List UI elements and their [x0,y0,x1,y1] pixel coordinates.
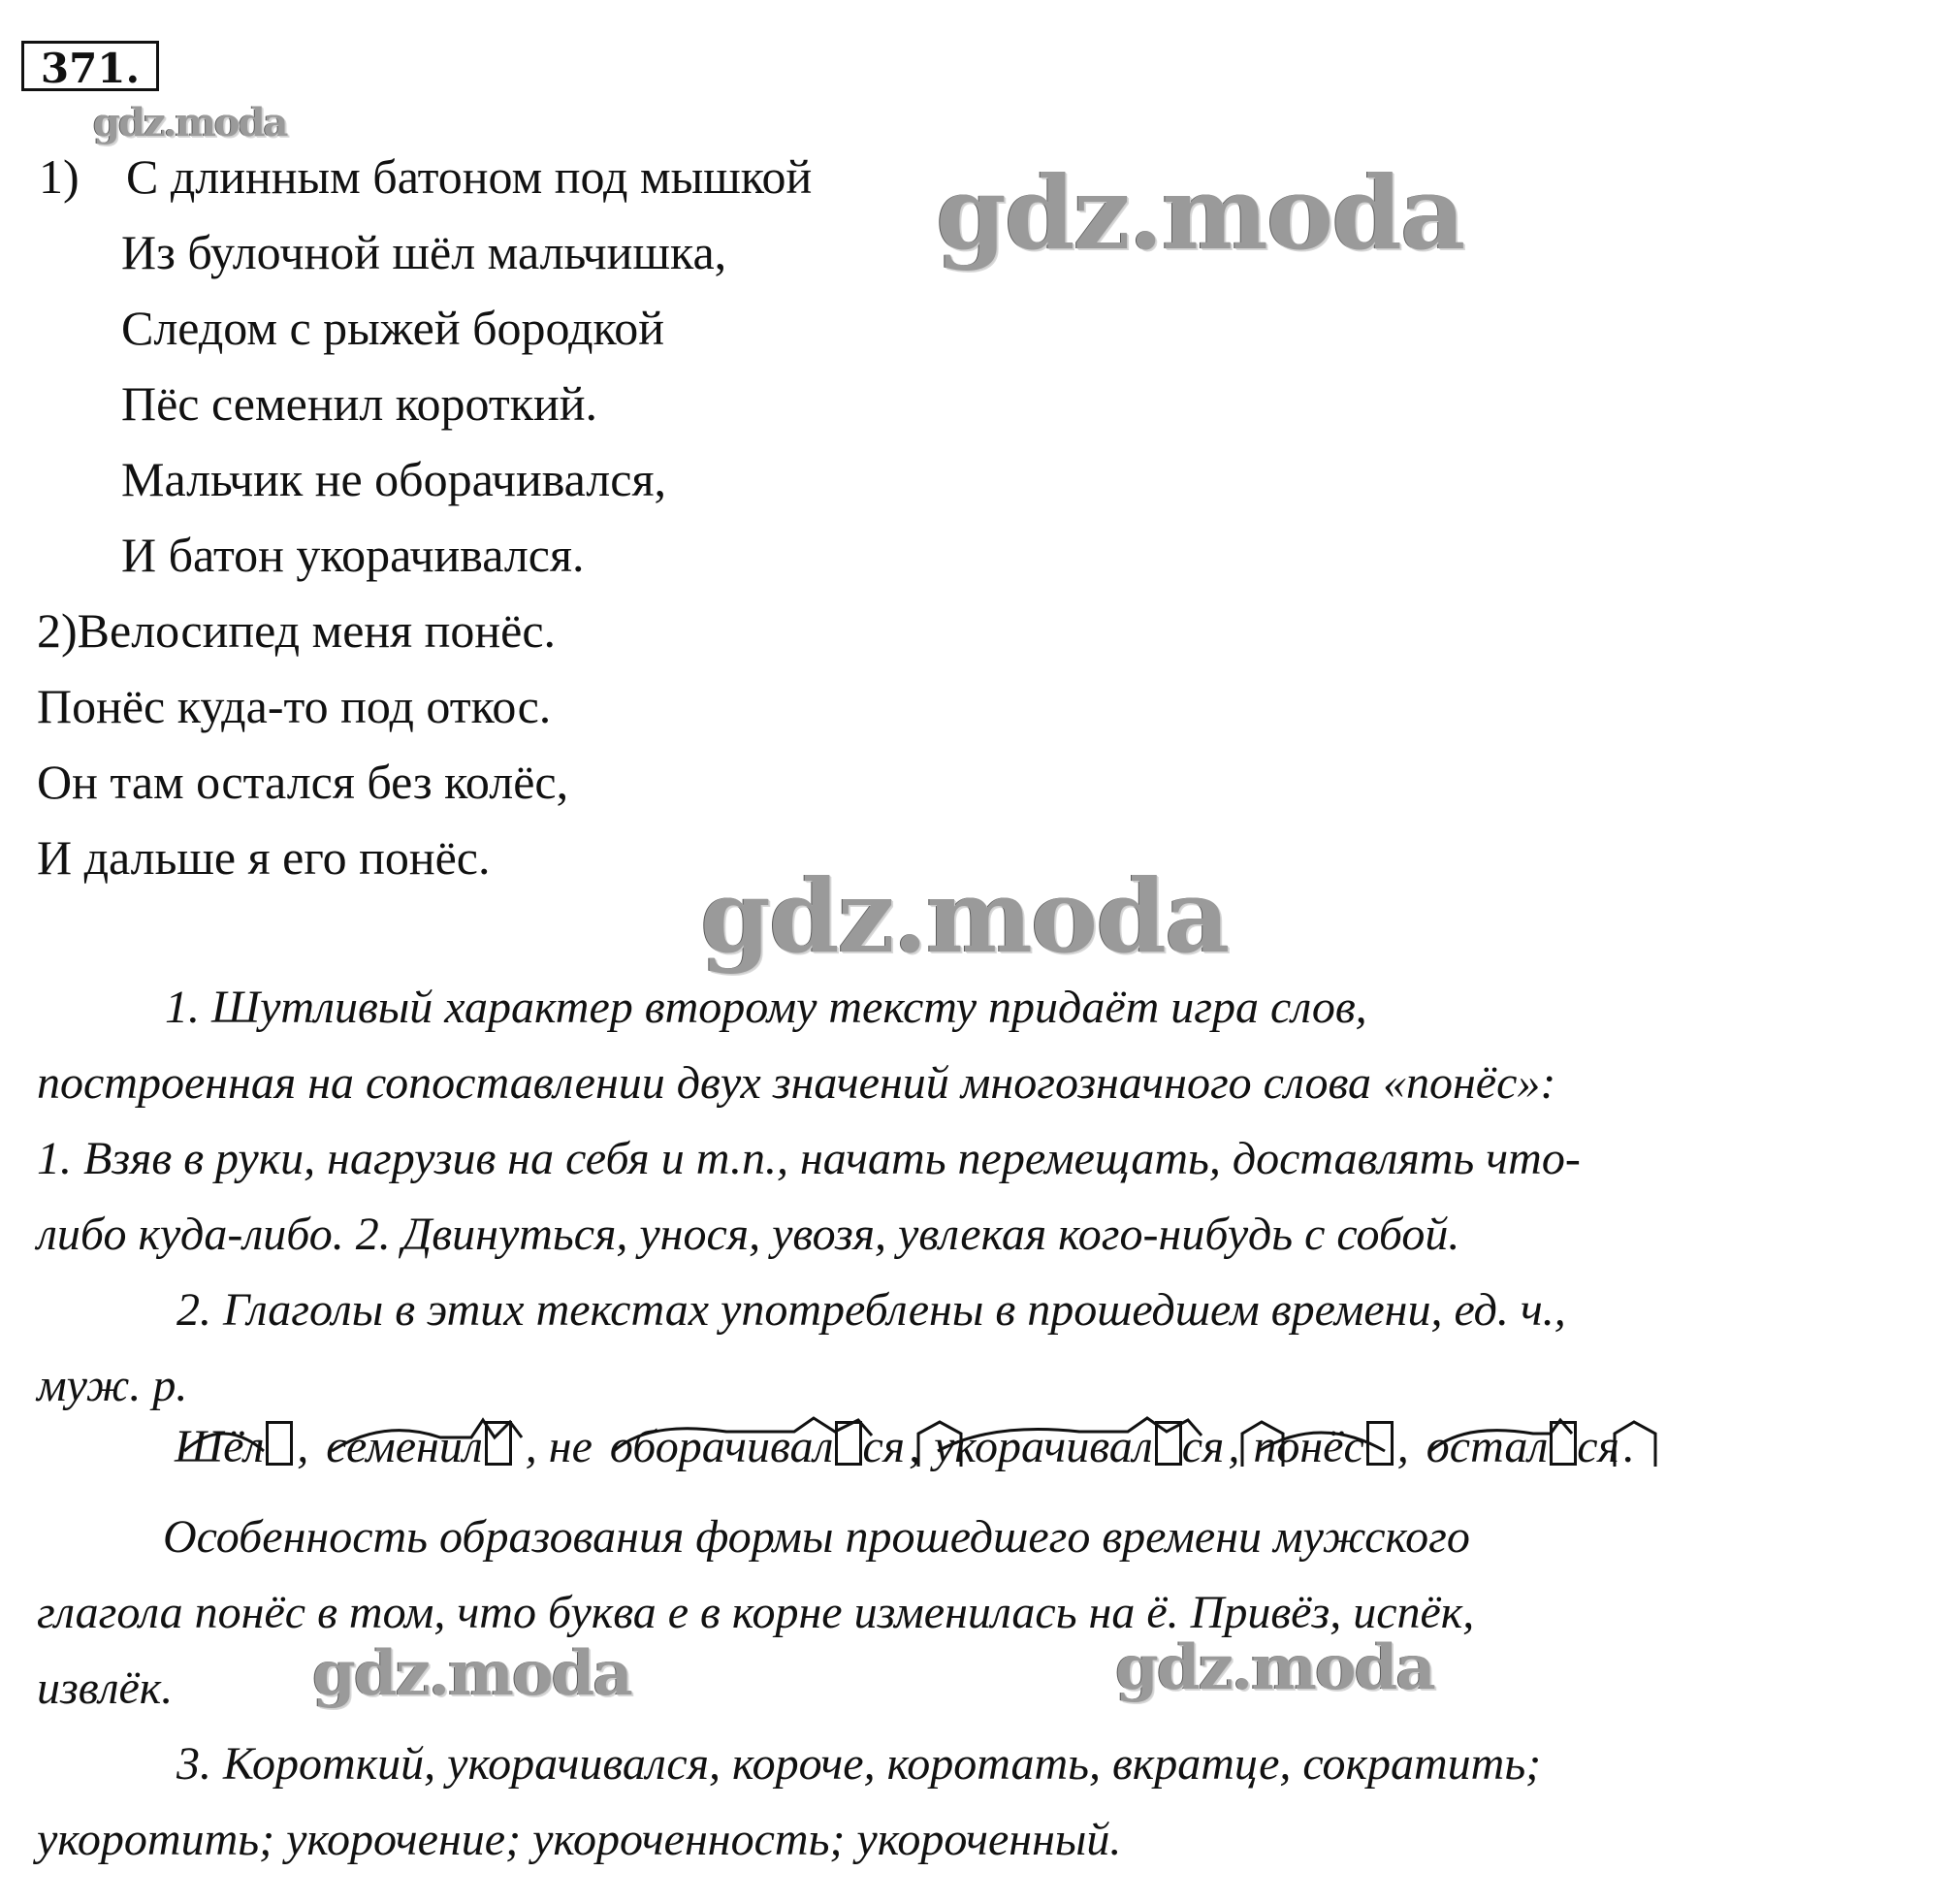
poem1-line: Из булочной шёл мальчишка, [121,225,727,279]
separator: , [1396,1421,1409,1472]
separator: , [909,1421,921,1472]
morph-word-ukorachivalsya: укорачивал ся [934,1408,1224,1486]
root-suffix-marks [326,1408,559,1486]
root-suffix-marks [610,1408,978,1486]
answer2-line: муж. р. [37,1360,188,1411]
exercise-number: 371. [21,41,159,91]
answer1-line: 1. Взяв в руки, нагрузив на себя и т.п., начать перемещать, доставлять что- [37,1133,1581,1184]
watermark-large-middle: gdz.moda [700,856,1229,976]
root-suffix-marks [934,1408,1302,1486]
morph-word-semenil: семенил [326,1408,511,1486]
poem1-line: Пёс семенил короткий. [121,376,598,431]
poem1-line: Следом с рыжей бородкой [121,301,665,355]
watermark-bottom-right: gdz.moda [1115,1631,1434,1704]
watermark-small-top: gdz.moda [93,100,287,145]
poem1-line: И батон укорачивался. [121,528,585,582]
poem1-line: Мальчик не оборачивался, [121,452,666,506]
poem2-line: И дальше я его понёс. [37,830,491,885]
poem1-number: 1) [39,149,80,204]
root-arc [1253,1408,1408,1486]
morph-word-pones: понёс [1253,1408,1393,1486]
separator: , [297,1421,309,1472]
watermark-bottom-left: gdz.moda [312,1637,631,1710]
poem1-line: С длинным батоном под мышкой [126,149,813,204]
morph-word-ostalsya: остал ся [1426,1408,1619,1486]
separator: . [1622,1421,1635,1472]
answer3-line: глагола понёс в том, что буква е в корне изменилась на ё. Привёз, испёк, [37,1587,1475,1638]
poem2-line: Он там остался без колёс, [37,755,569,809]
watermark-large-top: gdz.moda [936,153,1464,273]
root-arc [175,1408,291,1486]
answer1-line: построенная на сопоставлении двух значений многозначного слова «понёс»: [37,1057,1556,1109]
answer1-line: 1. Шутливый характер второму тексту придаёт игра слов, [165,982,1367,1033]
morph-word-oborachivalsya: оборачивал ся [610,1408,905,1486]
answer1-line: либо куда-либо. 2. Двинуться, унося, увозя, увлекая кого-нибудь с собой. [37,1209,1460,1260]
answer3-line: Особенность образования формы прошедшего времени мужского [163,1511,1470,1563]
answer2-line: 2. Глаголы в этих текстах употреблены в прошедшем времени, ед. ч., [176,1284,1566,1336]
poem2-line: Понёс куда-то под откос. [37,679,552,733]
answer4-line: укоротить; укорочение; укороченность; укороченный. [37,1814,1122,1865]
morph-word-shel: Шёл [175,1408,293,1486]
morpheme-analysis [175,1408,1635,1486]
poem2-line: 2)Велосипед меня понёс. [37,603,557,658]
answer4-line: 3. Короткий, укорачивался, короче, коротать, вкратце, сократить; [176,1738,1542,1790]
separator: , [1228,1421,1240,1472]
separator: , не [525,1421,593,1472]
answer3-line: извлёк. [37,1662,174,1714]
